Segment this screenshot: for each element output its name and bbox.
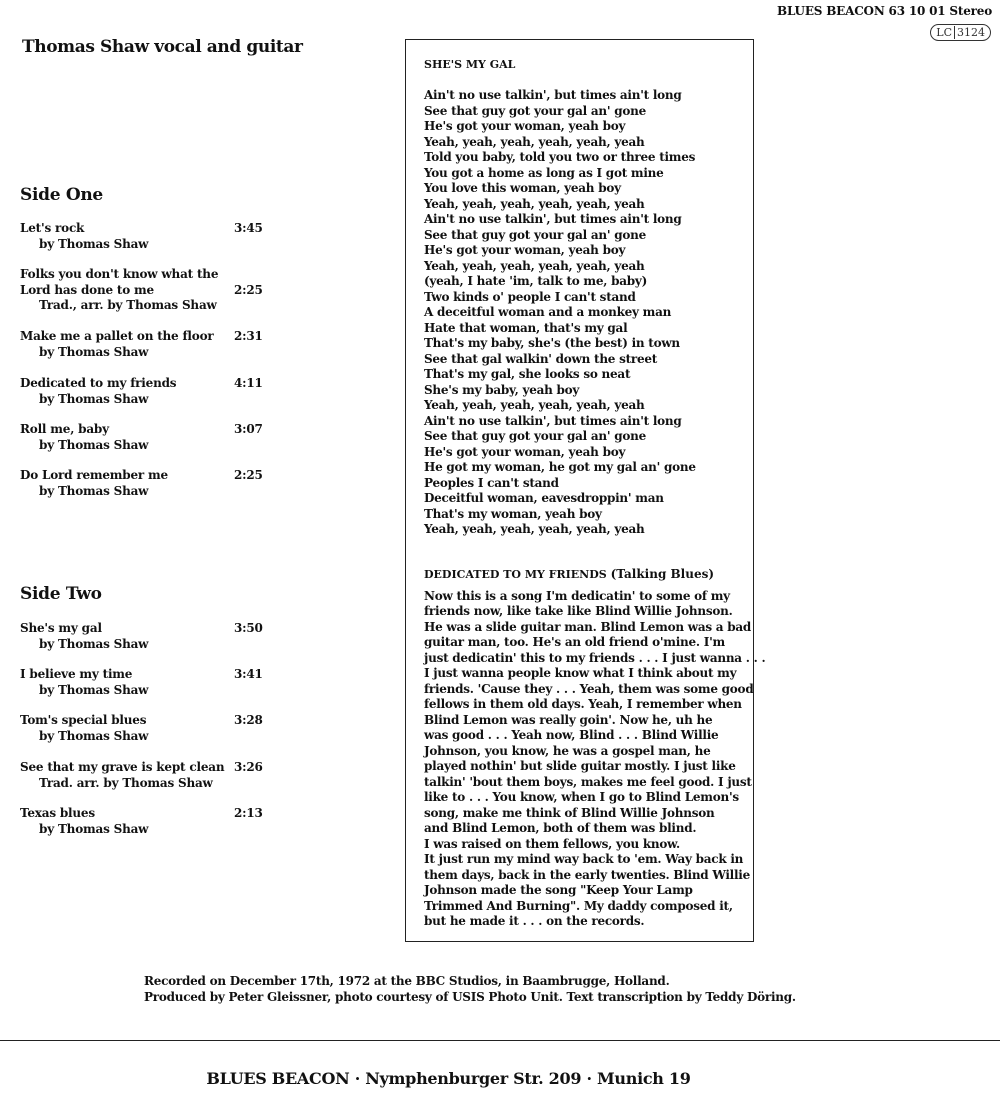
lyric-line: and Blind Lemon, both of them was blind. xyxy=(424,821,697,835)
lyric-line: He got my woman, he got my gal an' gone xyxy=(424,460,696,474)
lyric-line: See that gal walkin' down the street xyxy=(424,351,658,366)
track-duration: 3:28 xyxy=(234,713,263,727)
track-title: Let's rock xyxy=(20,221,85,235)
track-duration: 3:26 xyxy=(234,760,263,774)
lyric-line: Yeah, yeah, yeah, yeah, yeah, yeah xyxy=(424,196,645,211)
artist-line: Thomas Shaw vocal and guitar xyxy=(22,37,303,57)
track-title: She's my gal xyxy=(20,621,102,635)
track-side-one-2 xyxy=(20,267,270,314)
track-duration: 4:11 xyxy=(234,376,263,390)
lyric-line: Yeah, yeah, yeah, yeah, yeah, yeah xyxy=(424,134,645,149)
track-credit: by Thomas Shaw xyxy=(39,682,149,697)
lyric-line: Yeah, yeah, yeah, yeah, yeah, yeah xyxy=(424,258,645,273)
lyric-line: That's my woman, yeah boy xyxy=(424,506,602,521)
track-credit: by Thomas Shaw xyxy=(39,437,149,452)
track-title: Dedicated to my friends xyxy=(20,376,177,390)
track-title: Texas blues xyxy=(20,806,95,820)
track-duration: 2:25 xyxy=(234,468,263,482)
track-side-one-5 xyxy=(20,422,270,453)
track-side-one-6 xyxy=(20,468,270,499)
lyric-line: See that guy got your gal an' gone xyxy=(424,227,646,242)
lyrics-panel xyxy=(405,39,766,942)
lyric-line: Two kinds o' people I can't stand xyxy=(424,289,636,304)
lyric-line: He's got your woman, yeah boy xyxy=(424,243,626,257)
track-side-one-4 xyxy=(20,376,270,407)
lyric-line: Peoples I can't stand xyxy=(424,475,559,490)
track-duration: 3:41 xyxy=(234,667,263,681)
lyric-line: That's my gal, she looks so neat xyxy=(424,367,631,381)
lyric-line: Ain't no use talkin', but times ain't long xyxy=(424,212,682,226)
lyric-line: them days, back in the early twenties. Blind Willie xyxy=(424,867,750,882)
track-side-two-3 xyxy=(20,713,270,744)
track-credit: by Thomas Shaw xyxy=(39,483,149,498)
song-subtitle: (Talking Blues) xyxy=(610,566,715,581)
lyric-line: I just wanna people know what I think about my xyxy=(424,666,737,680)
track-side-one-1 xyxy=(20,221,270,252)
lyric-line: He was a slide guitar man. Blind Lemon was a bad xyxy=(424,619,752,634)
lyric-line: just dedicatin' this to my friends . . . I just wanna . . . xyxy=(424,650,766,665)
track-duration: 2:25 xyxy=(234,282,263,297)
track-credit: Trad. arr. by Thomas Shaw xyxy=(39,775,213,790)
lyric-line: Trimmed And Burning". My daddy composed it, xyxy=(424,898,733,913)
lyric-line: but he made it . . . on the records. xyxy=(424,914,645,928)
lyric-line: You got a home as long as I got mine xyxy=(424,165,664,180)
song-title-shes-my-gal: SHE'S MY GAL xyxy=(424,58,516,71)
lyric-line: Johnson made the song "Keep Your Lamp xyxy=(424,883,693,897)
track-duration: 3:50 xyxy=(234,621,263,635)
song-title-dedicated xyxy=(424,567,744,589)
track-title: See that my grave is kept clean xyxy=(20,760,225,774)
lyric-line: Johnson, you know, he was a gospel man, he xyxy=(424,743,711,758)
lyric-line: friends. 'Cause they . . . Yeah, them was some good xyxy=(424,681,754,696)
credits-line-recorded: Recorded on December 17th, 1972 at the BBC Studios, in Baambrugge, Holland. xyxy=(144,974,670,988)
track-duration: 3:45 xyxy=(234,221,263,235)
track-title: Folks you don't know what the xyxy=(20,267,219,281)
track-side-two-2 xyxy=(20,667,270,698)
label-address: BLUES BEACON · Nymphenburger Str. 209 · Munich 19 xyxy=(206,1069,691,1088)
lyric-line: Yeah, yeah, yeah, yeah, yeah, yeah xyxy=(424,522,645,536)
lyric-line: Deceitful woman, eavesdroppin' man xyxy=(424,491,664,505)
track-title: Make me a pallet on the floor xyxy=(20,329,214,343)
track-duration: 2:13 xyxy=(234,806,263,820)
track-duration: 2:31 xyxy=(234,329,263,343)
lyric-line: like to . . . You know, when I go to Blind Lemon's xyxy=(424,790,739,804)
lyric-line: Yeah, yeah, yeah, yeah, yeah, yeah xyxy=(424,398,645,412)
lyric-line: Told you baby, told you two or three times xyxy=(424,150,696,164)
track-credit: by Thomas Shaw xyxy=(39,236,149,251)
lyric-line: I was raised on them fellows, you know. xyxy=(424,836,680,851)
track-credit: by Thomas Shaw xyxy=(39,344,149,359)
track-title: I believe my time xyxy=(20,667,133,681)
footer-divider xyxy=(0,1040,1000,1041)
lyric-line: song, make me think of Blind Willie Johnson xyxy=(424,805,715,820)
lyric-line: See that guy got your gal an' gone xyxy=(424,103,646,118)
track-side-two-4 xyxy=(20,760,270,791)
track-side-one-3 xyxy=(20,329,270,360)
track-title-cont: Lord has done to me xyxy=(20,282,154,297)
recording-credits xyxy=(144,973,796,1005)
song-transcript-dedicated xyxy=(424,588,766,930)
track-credit: Trad., arr. by Thomas Shaw xyxy=(39,298,217,313)
lyric-line: She's my baby, yeah boy xyxy=(424,382,580,397)
lyric-line: He's got your woman, yeah boy xyxy=(424,444,626,459)
label-code-prefix: LC xyxy=(936,26,955,39)
track-credit: by Thomas Shaw xyxy=(39,391,149,406)
lyric-line: Hate that woman, that's my gal xyxy=(424,320,628,335)
lyric-line: You love this woman, yeah boy xyxy=(424,181,621,195)
lyrics-content xyxy=(424,58,766,930)
track-credit: by Thomas Shaw xyxy=(39,636,149,651)
track-title: Do Lord remember me xyxy=(20,468,168,482)
track-duration: 3:07 xyxy=(234,422,263,436)
lyric-line: guitar man, too. He's an old friend o'mine. I'm xyxy=(424,635,725,649)
label-code-badge xyxy=(930,24,991,41)
credits-line-produced: Produced by Peter Gleissner, photo courtesy of USIS Photo Unit. Text transcription by Teddy Döring. xyxy=(144,990,796,1004)
side-two-heading: Side Two xyxy=(20,584,102,604)
track-credit: by Thomas Shaw xyxy=(39,821,149,836)
lyric-line: Blind Lemon was really goin'. Now he, uh he xyxy=(424,712,713,727)
lyric-line: That's my baby, she's (the best) in town xyxy=(424,336,680,350)
song-title-text: DEDICATED TO MY FRIENDS xyxy=(424,567,607,581)
track-title: Tom's special blues xyxy=(20,713,147,727)
track-side-two-5 xyxy=(20,806,270,837)
lyric-line: See that guy got your gal an' gone xyxy=(424,429,646,443)
lyric-line: It just run my mind way back to 'em. Way back in xyxy=(424,852,744,866)
lyric-line: A deceitful woman and a monkey man xyxy=(424,305,672,319)
lyric-line: fellows in them old days. Yeah, I remember when xyxy=(424,697,742,711)
track-side-two-1 xyxy=(20,621,270,652)
lyric-line: played nothin' but slide guitar mostly. I just like xyxy=(424,759,736,773)
lyric-line: Ain't no use talkin', but times ain't long xyxy=(424,88,682,102)
track-credit: by Thomas Shaw xyxy=(39,728,149,743)
catalog-number: BLUES BEACON 63 10 01 Stereo xyxy=(777,4,992,18)
lyric-line: He's got your woman, yeah boy xyxy=(424,119,626,133)
lyric-line: Ain't no use talkin', but times ain't long xyxy=(424,413,682,428)
song-lyrics-shes-my-gal xyxy=(424,88,744,538)
lyric-line: was good . . . Yeah now, Blind . . . Blind Willie xyxy=(424,728,719,742)
label-code-number: 3124 xyxy=(957,26,985,39)
track-title: Roll me, baby xyxy=(20,422,109,436)
lyric-line: friends now, like take like Blind Willie Johnson. xyxy=(424,604,733,618)
side-one-heading: Side One xyxy=(20,185,103,205)
lyric-line: Now this is a song I'm dedicatin' to some of my xyxy=(424,588,730,603)
lyric-line: talkin' 'bout them boys, makes me feel good. I just xyxy=(424,774,752,789)
lyric-line: (yeah, I hate 'im, talk to me, baby) xyxy=(424,274,648,288)
